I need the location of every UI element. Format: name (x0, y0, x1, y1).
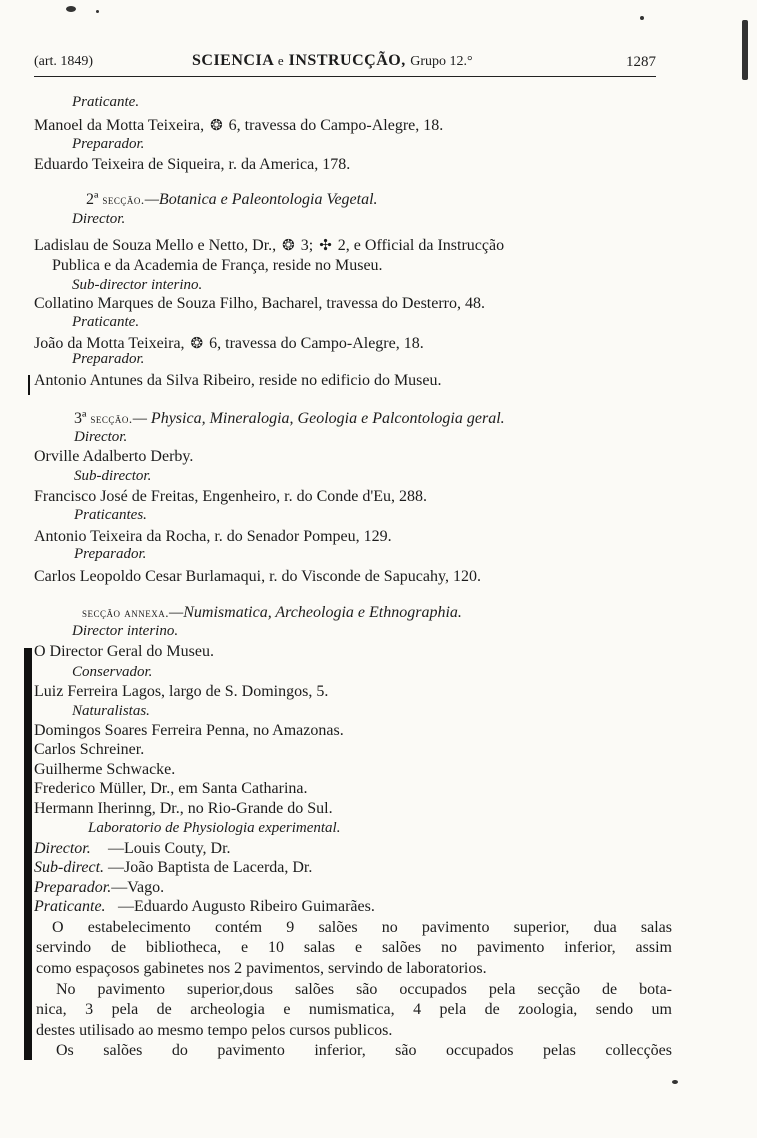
order-star-icon: ❂ (282, 238, 295, 254)
lab-person: —Eduardo Augusto Ribeiro Guimarães. (118, 898, 375, 915)
role-label: Director. (74, 429, 128, 445)
role-label: Naturalistas. (72, 703, 150, 719)
entry-line: Carlos Schreiner. (34, 741, 145, 758)
entry-line: Frederico Müller, Dr., em Santa Catharina. (34, 780, 308, 797)
lab-entry (34, 859, 312, 877)
header-title-connector: e (277, 53, 285, 68)
section-heading (86, 191, 378, 209)
article-reference: (art. 1849) (34, 54, 94, 69)
lab-role: Director. (34, 840, 91, 857)
header-title-part1: SCIENCIA (192, 52, 274, 69)
section-number: 3ª (74, 410, 87, 427)
section-label: secção. (102, 192, 145, 207)
speck (66, 6, 76, 12)
entry-line: Hermann Iherinng, Dr., no Rio-Grande do Sul. (34, 800, 333, 817)
lab-entry (34, 879, 164, 897)
order-star-icon: ❂ (190, 336, 204, 352)
entry-text: João da Motta Teixeira, (34, 335, 185, 352)
header-group: Grupo 12.° (410, 54, 473, 69)
speck (672, 1080, 678, 1084)
speck (640, 16, 644, 20)
speck (96, 10, 99, 13)
paragraph-line: Os salões do pavimento inferior, são occupados pelas collecções (56, 1042, 672, 1059)
role-label: Director interino. (72, 623, 179, 639)
entry-line: Publica e da Academia de França, reside no Museu. (52, 257, 383, 274)
margin-bar (28, 375, 30, 395)
lab-role: Sub-direct. (34, 859, 105, 876)
role-label: Preparador. (74, 546, 147, 562)
entry-text: 6, travessa do Campo-Alegre, 18. (209, 335, 424, 352)
role-label: Preparador. (72, 351, 145, 367)
section-title: —Botanica e Paleontologia Vegetal. (144, 191, 378, 208)
header-title (192, 52, 473, 70)
role-label: Conservador. (72, 664, 153, 680)
role-label: Praticante. (72, 314, 140, 330)
entry-line: O Director Geral do Museu. (34, 643, 214, 660)
entry-line: Eduardo Teixeira de Siqueira, r. da America, 178. (34, 156, 351, 173)
page-number: 1287 (626, 54, 656, 70)
header-title-part2: INSTRUCÇÃO, (288, 52, 406, 69)
lab-person: —Vago. (111, 879, 165, 896)
paragraph-line: servindo de bibliotheca, e 10 salas e salões no pavimento inferior, assim (36, 939, 672, 956)
entry-text: Manoel da Motta Teixeira, (34, 117, 205, 134)
role-label: Praticantes. (74, 507, 147, 523)
paragraph-line: como espaçosos gabinetes nos 2 pavimentos, servindo de laboratorios. (36, 960, 487, 977)
entry-text: 3; (300, 237, 314, 254)
entry-line: Antonio Teixeira da Rocha, r. do Senador Pompeu, 129. (34, 528, 392, 545)
order-star-icon: ❂ (210, 118, 223, 134)
margin-bar (24, 648, 32, 1060)
entry-line (34, 236, 504, 255)
lab-entry (34, 898, 375, 916)
paragraph-line: nica, 3 pela de archeologia e numismatica, 4 pela de zoologia, sendo um (36, 1001, 672, 1018)
lab-entry (34, 840, 231, 858)
lab-role: Praticante. (34, 898, 106, 915)
section-title: — Physica, Mineralogia, Geologia e Palcontologia geral. (132, 410, 505, 427)
order-cross-icon: ✣ (319, 238, 332, 254)
lab-role: Preparador. (34, 879, 112, 896)
entry-line: Guilherme Schwacke. (34, 761, 176, 778)
running-header (34, 50, 656, 77)
paragraph-line: O estabelecimento contém 9 salões no pavimento superior, dua salas (52, 919, 672, 936)
entry-line: Luiz Ferreira Lagos, largo de S. Domingos, 5. (34, 683, 329, 700)
paragraph-line: destes utilisado ao mesmo tempo pelos cursos publicos. (36, 1022, 393, 1039)
role-label: Praticante. (72, 94, 140, 110)
section-label: secção. (90, 411, 133, 426)
section-heading (82, 604, 462, 622)
lab-heading: Laboratorio de Physiologia experimental. (88, 820, 341, 836)
entry-line: Antonio Antunes da Silva Ribeiro, reside no edificio do Museu. (34, 372, 442, 389)
entry-line (34, 116, 443, 135)
lab-person: —Louis Couty, Dr. (108, 840, 231, 857)
entry-text: 2, e Official da Instrucção (337, 237, 505, 254)
role-label: Director. (72, 211, 126, 227)
role-label: Sub-director interino. (72, 277, 203, 293)
section-title: —Numismatica, Archeologia e Ethnographia. (169, 604, 462, 621)
section-number: 2ª (86, 191, 99, 208)
entry-text: Ladislau de Souza Mello e Netto, Dr., (34, 237, 277, 254)
entry-line: Francisco José de Freitas, Engenheiro, r. do Conde d'Eu, 288. (34, 488, 428, 505)
entry-line: Collatino Marques de Souza Filho, Bacharel, travessa do Desterro, 48. (34, 295, 485, 312)
speck (742, 20, 748, 80)
section-label: secção annexa. (82, 605, 170, 620)
entry-line: Orville Adalberto Derby. (34, 448, 194, 465)
entry-text: 6, travessa do Campo-Alegre, 18. (228, 117, 444, 134)
entry-line: Carlos Leopoldo Cesar Burlamaqui, r. do Visconde de Sapucahy, 120. (34, 568, 481, 585)
role-label: Sub-director. (74, 468, 152, 484)
section-heading (74, 410, 505, 428)
lab-person: —João Baptista de Lacerda, Dr. (108, 859, 313, 876)
entry-line: Domingos Soares Ferreira Penna, no Amazonas. (34, 722, 344, 739)
paragraph-line: No pavimento superior,dous salões são occupados pela secção de bota- (56, 981, 672, 998)
role-label: Preparador. (72, 136, 145, 152)
